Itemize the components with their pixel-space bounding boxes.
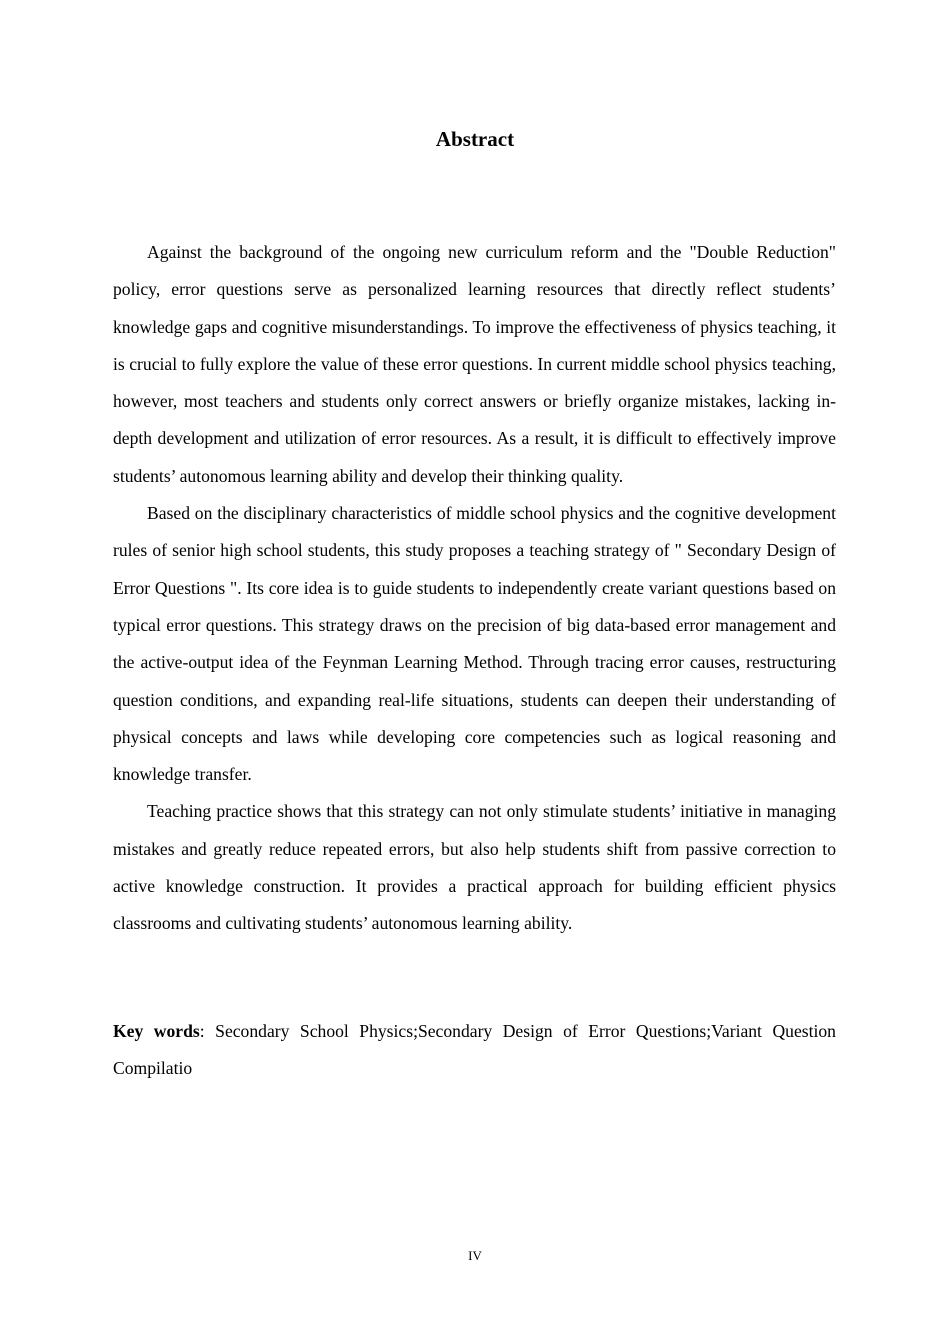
abstract-paragraph-3: Teaching practice shows that this strategy can not only stimulate students’ initiative in managing mistakes and greatly reduce repeated errors, but also help students shift from passive correction to active knowledge construction. It provides a practical approach for building efficient physics classrooms and cultivating students’ autonomous learning ability. [113, 801, 836, 934]
keywords-text: Secondary School Physics;Secondary Design of Error Questions;Variant Question Compilatio [113, 1021, 836, 1079]
page-title: Abstract [435, 127, 515, 151]
abstract-paragraph-2: Based on the disciplinary characteristics of middle school physics and the cognitive development rules of senior high school students, this study proposes a teaching strategy of " Secondary Design of Error Questions ". Its core idea is to guide students to independently create variant questions based on typical error questions. This strategy draws on the precision of big data-based error management and the active-output idea of the Feynman Learning Method. Through tracing error causes, restructuring question conditions, and expanding real-life situations, students can deepen their understanding of physical concepts and laws while developing core competencies such as logical reasoning and knowledge transfer. [113, 503, 836, 785]
keywords-separator: : [199, 1021, 205, 1041]
page-number: IV [468, 1248, 482, 1263]
keywords-label: Key words [113, 1021, 200, 1041]
abstract-paragraph-1: Against the background of the ongoing new curriculum reform and the "Double Reduction" policy, error questions serve as personalized learning resources that directly reflect students’ knowledge gaps and cognitive misunderstandings. To improve the effectiveness of physics teaching, it is crucial to fully explore the value of these error questions. In current middle school physics teaching, however, most teachers and students only correct answers or briefly organize mistakes, lacking in-depth development and utilization of error resources. As a result, it is difficult to effectively improve students’ autonomous learning ability and develop their thinking quality. [113, 242, 836, 486]
keywords-line [113, 1013, 836, 1088]
abstract-body [113, 234, 836, 943]
